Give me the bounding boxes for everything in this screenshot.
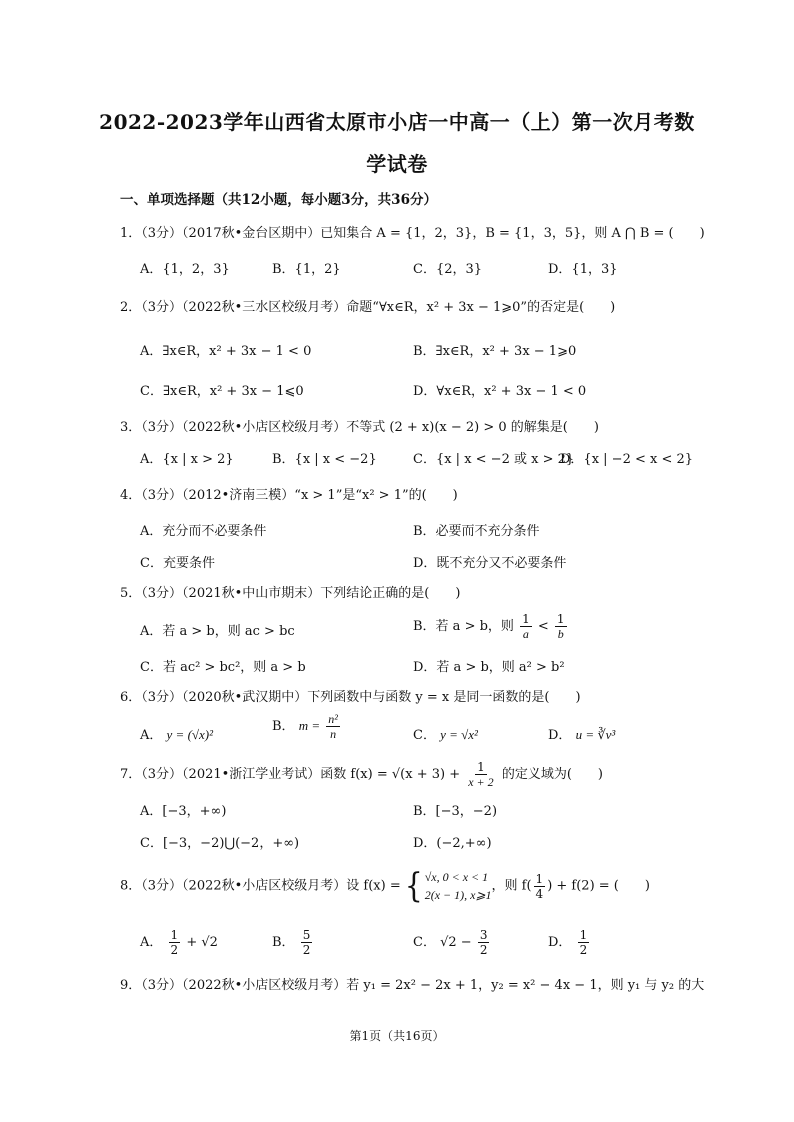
question-3-option-a: A．{x | x > 2} xyxy=(140,452,234,467)
question-7-option-c: C．[−3，−2)⋃(−2，+∞) xyxy=(140,836,300,851)
question-1-option-d: D．{1，3} xyxy=(548,262,618,277)
question-7-frac: $\frac{1}{x + 2}$ xyxy=(468,760,494,789)
question-4-option-b: B．必要而不充分条件 xyxy=(413,524,540,539)
question-2-option-c: C．∃x∈R，x² + 3x − 1⩽0 xyxy=(140,384,304,399)
question-5-option-b: B．若 a > b，则 $\frac{1}{a}$ < $\frac{1}{b}$ xyxy=(413,612,565,641)
exam-title-line2: 学试卷 xyxy=(366,152,428,176)
question-8-stem: 8．（3分）（2022秋•小店区校级月考）设 f(x) = { √x, 0 < x < 1 2(x − 1), x⩾1 ，则 f( $\frac{1}{4}$ ) + f(2) = ( ) xyxy=(120,865,650,906)
question-6-option-d: D． u = ∛v³ xyxy=(548,727,616,743)
question-1-option-c: C．{2，3} xyxy=(413,262,483,277)
question-8-option-a: A． $\frac{1}{2}$ + √2 xyxy=(140,928,218,957)
question-8-option-c: C． √2 − $\frac{3}{2}$ xyxy=(413,928,488,957)
question-1-option-b: B．{1，2} xyxy=(272,262,341,277)
question-5-option-c: C．若 ac² > bc²，则 a > b xyxy=(140,660,306,675)
question-6-stem: 6．（3分）（2020秋•武汉期中）下列函数中与函数 y = x 是同一函数的是( ) xyxy=(120,690,581,705)
question-6-frac-n2-over-n: $\frac{\text{n²}}{n}$ xyxy=(328,712,338,741)
question-3-option-b: B．{x | x < −2} xyxy=(272,452,377,467)
question-9-stem: 9．（3分）（2022秋•小店区校级月考）若 y₁ = 2x² − 2x + 1，y₂ = x² − 4x − 1，则 y₁ 与 y₂ 的大 xyxy=(120,978,705,993)
question-1-stem: 1．（3分）（2017秋•金台区期中）已知集合 A = {1，2，3}，B = {1，3，5}，则 A ⋂ B = ( ) xyxy=(120,226,705,241)
question-7-stem: 7．（3分）（2021•浙江学业考试）函数 f(x) = √(x + 3) + $\frac{1}{x + 2}$ 的定义域为( ) xyxy=(120,760,603,789)
question-3-option-d: D．{x | −2 < x < 2} xyxy=(560,452,694,467)
question-5-option-b-text: B．若 a > b，则 xyxy=(413,619,514,634)
piecewise-cases: √x, 0 < x < 1 2(x − 1), x⩾1 xyxy=(424,870,492,902)
question-3-stem: 3．（3分）（2022秋•小店区校级月考）不等式 (2 + x)(x − 2) > 0 的解集是( ) xyxy=(120,420,599,435)
question-8-option-b: B． $\frac{5}{2}$ xyxy=(272,928,311,957)
question-5-stem: 5．（3分）（2021秋•中山市期末）下列结论正确的是( ) xyxy=(120,586,461,601)
question-4-stem: 4．（3分）（2012•济南三模）“x > 1”是“x² > 1”的( ) xyxy=(120,488,458,503)
question-5-frac-1-over-a: $\frac{1}{a}$ xyxy=(522,612,530,641)
question-6-option-c: C． y = √x² xyxy=(413,727,478,743)
question-1-option-a: A．{1，2，3} xyxy=(140,262,230,277)
question-2-stem: 2．（3分）（2022秋•三水区校级月考）命题“∀x∈R，x² + 3x − 1⩾0”的否定是( ) xyxy=(120,300,616,315)
question-4-option-d: D．既不充分又不必要条件 xyxy=(413,556,567,571)
question-5-option-d: D．若 a > b，则 a² > b² xyxy=(413,660,565,675)
page-footer: 第1页（共16页） xyxy=(349,1029,445,1043)
question-5-frac-1-over-b: $\frac{1}{b}$ xyxy=(556,612,565,641)
question-7-option-a: A．[−3，+∞) xyxy=(140,804,227,819)
question-3-option-c: C．{x | x < −2 或 x > 2} xyxy=(413,452,575,467)
exam-title-line1: 2022-2023学年山西省太原市小店一中高一（上）第一次月考数 xyxy=(99,110,695,134)
question-5-option-a: A．若 a > b，则 ac > bc xyxy=(140,624,295,639)
question-6-option-b: B． m = $\frac{\text{n²}}{n}$ xyxy=(272,712,338,741)
section-heading: 一、单项选择题（共12小题，每小题3分，共36分） xyxy=(120,192,437,208)
question-4-option-a: A．充分而不必要条件 xyxy=(140,524,267,539)
question-4-option-c: C．充要条件 xyxy=(140,556,215,571)
question-7-option-d: D．(−2,+∞) xyxy=(413,836,492,851)
question-8-arg-frac: $\frac{1}{4}$ xyxy=(535,871,544,901)
question-2-option-b: B．∃x∈R，x² + 3x − 1⩾0 xyxy=(413,344,577,359)
question-6-option-a: A． y = (√x)² xyxy=(140,727,214,743)
question-7-option-b: B．[−3，−2) xyxy=(413,804,498,819)
left-brace-icon: { xyxy=(404,865,423,906)
question-8-option-d: D． $\frac{1}{2}$ xyxy=(548,928,588,957)
question-2-option-a: A．∃x∈R，x² + 3x − 1 < 0 xyxy=(140,344,312,359)
question-2-option-d: D．∀x∈R，x² + 3x − 1 < 0 xyxy=(413,384,587,399)
